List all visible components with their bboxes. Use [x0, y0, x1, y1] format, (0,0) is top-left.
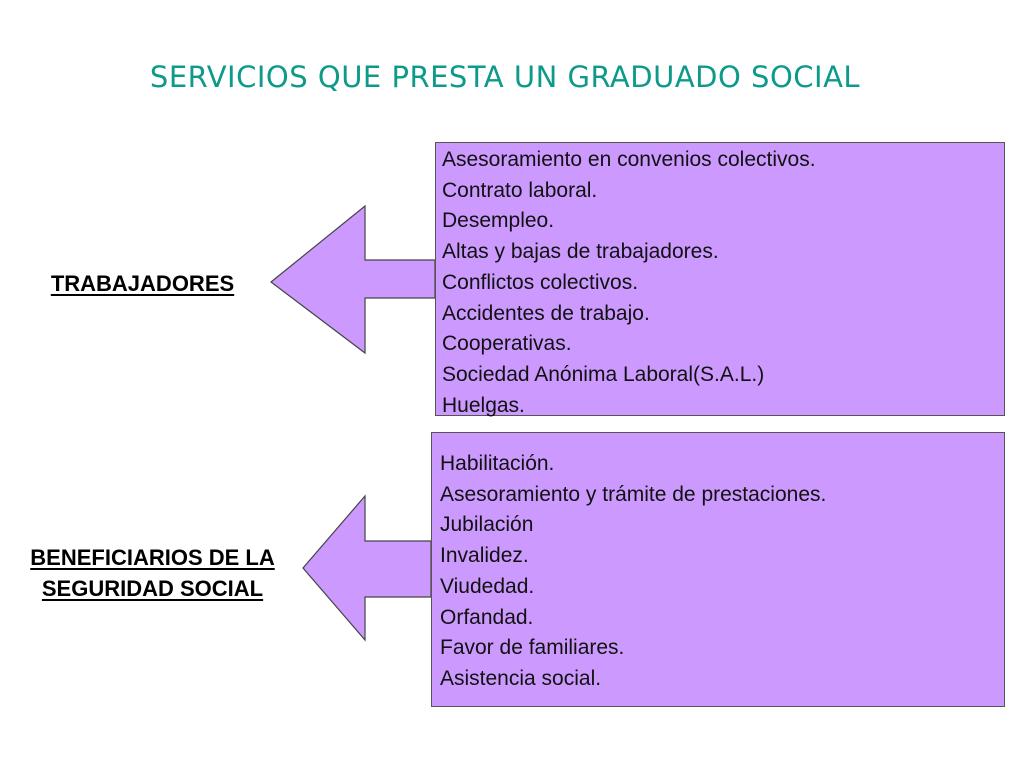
service-item: Accidentes de trabajo. [442, 301, 650, 325]
service-item: Viudedad. [440, 574, 535, 598]
service-item: Conflictos colectivos. [442, 270, 639, 294]
left-arrow-beneficiarios [303, 496, 431, 640]
service-item: Favor de familiares. [440, 636, 625, 660]
group-label-line: TRABAJADORES [50, 271, 235, 296]
services-box-beneficiarios [431, 432, 1005, 707]
service-item: Asesoramiento en convenios colectivos. [442, 148, 816, 171]
service-item: Sociedad Anónima Laboral(S.A.L.) [442, 362, 765, 386]
group-label-trabajadores [20, 268, 265, 299]
service-item: Asistencia social. [440, 666, 602, 690]
service-item: Contrato laboral. [442, 178, 598, 202]
service-item: Huelgas. [442, 393, 525, 417]
left-arrow-trabajadores [271, 206, 435, 353]
service-item: Habilitación. [440, 452, 555, 475]
service-item: Altas y bajas de trabajadores. [442, 240, 719, 264]
services-box-trabajadores [435, 142, 1005, 416]
service-item: Desempleo. [442, 209, 555, 233]
services-list-beneficiarios [440, 449, 1004, 695]
slide-title: SERVICIOS QUE PRESTA UN GRADUADO SOCIAL [149, 60, 861, 94]
service-item: Orfandad. [440, 605, 534, 629]
service-item: Asesoramiento y trámite de prestaciones. [440, 482, 827, 506]
group-label-beneficiarios [0, 542, 305, 604]
service-item: Jubilación [440, 513, 534, 537]
service-item: Invalidez. [440, 544, 529, 568]
service-item: Cooperativas. [442, 332, 572, 356]
services-list-trabajadores [442, 145, 1004, 421]
group-label-line: BENEFICIARIOS DE LA [30, 545, 275, 570]
group-label-line: SEGURIDAD SOCIAL [41, 576, 264, 601]
